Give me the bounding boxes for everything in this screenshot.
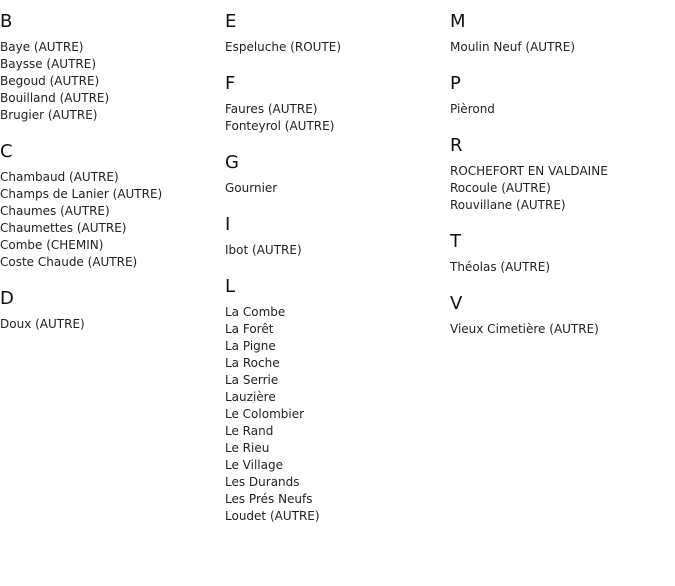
entry-list <box>450 101 670 118</box>
section-letter: P <box>450 73 461 94</box>
index-entry[interactable]: Ibot (AUTRE) <box>225 243 302 257</box>
index-entry[interactable]: Combe (CHEMIN) <box>0 238 104 252</box>
index-entry[interactable]: Faures (AUTRE) <box>225 102 318 116</box>
letter-group-v <box>450 293 670 338</box>
index-entry[interactable]: Pièrond <box>450 102 495 116</box>
index-entry[interactable]: Brugier (AUTRE) <box>0 108 98 122</box>
index-entry[interactable]: La Serrie <box>225 373 279 387</box>
index-entry[interactable]: Chaumes (AUTRE) <box>0 204 110 218</box>
entry-list <box>225 39 445 56</box>
letter-group-c <box>0 141 220 271</box>
index-entry[interactable]: Rocoule (AUTRE) <box>450 181 551 195</box>
index-entry[interactable]: Le Rand <box>225 424 274 438</box>
section-letter: B <box>0 11 13 32</box>
letter-group-b <box>0 11 220 124</box>
entry-list <box>225 180 445 197</box>
index-entry[interactable]: Le Village <box>225 458 283 472</box>
section-letter: V <box>450 293 463 314</box>
letter-group-m <box>450 11 670 56</box>
index-entry[interactable]: Théolas (AUTRE) <box>450 260 551 274</box>
section-letter: G <box>225 152 239 173</box>
index-entry[interactable]: Doux (AUTRE) <box>0 317 85 331</box>
index-entry[interactable]: La Combe <box>225 305 286 319</box>
section-letter: C <box>0 141 13 162</box>
index-entry[interactable]: Lauzière <box>225 390 276 404</box>
index-entry[interactable]: Begoud (AUTRE) <box>0 74 100 88</box>
letter-group-e <box>225 11 445 56</box>
index-column-2 <box>225 0 445 542</box>
index-entry[interactable]: Baye (AUTRE) <box>0 40 84 54</box>
index-entry[interactable]: Bouilland (AUTRE) <box>0 91 110 105</box>
index-entry[interactable]: Loudet (AUTRE) <box>225 509 320 523</box>
index-entry[interactable]: ROCHEFORT EN VALDAINE <box>450 164 608 178</box>
section-letter: F <box>225 73 236 94</box>
entry-list <box>450 39 670 56</box>
index-column-1 <box>0 0 220 350</box>
letter-group-d <box>0 288 220 333</box>
section-letter: D <box>0 288 14 309</box>
index-entry[interactable]: Les Prés Neufs <box>225 492 313 506</box>
index-entry[interactable]: Chaumettes (AUTRE) <box>0 221 127 235</box>
entry-list <box>450 321 670 338</box>
entry-list <box>0 316 220 333</box>
section-letter: M <box>450 11 466 32</box>
index-entry[interactable]: La Forêt <box>225 322 274 336</box>
entry-list <box>225 304 445 525</box>
index-entry[interactable]: Le Rieu <box>225 441 270 455</box>
letter-group-g <box>225 152 445 197</box>
index-entry[interactable]: La Pigne <box>225 339 276 353</box>
index-entry[interactable]: Vieux Cimetière (AUTRE) <box>450 322 599 336</box>
letter-group-i <box>225 214 445 259</box>
index-entry[interactable]: Coste Chaude (AUTRE) <box>0 255 138 269</box>
letter-group-p <box>450 73 670 118</box>
letter-group-l <box>225 276 445 525</box>
section-letter: I <box>225 214 231 235</box>
index-entry[interactable]: La Roche <box>225 356 280 370</box>
section-letter: T <box>450 231 461 252</box>
entry-list <box>450 163 670 214</box>
index-entry[interactable]: Rouvillane (AUTRE) <box>450 198 566 212</box>
index-entry[interactable]: Chambaud (AUTRE) <box>0 170 119 184</box>
index-column-3 <box>450 0 670 355</box>
section-letter: R <box>450 135 463 156</box>
index-entry[interactable]: Moulin Neuf (AUTRE) <box>450 40 575 54</box>
section-letter: E <box>225 11 237 32</box>
index-entry[interactable]: Espeluche (ROUTE) <box>225 40 342 54</box>
letter-group-t <box>450 231 670 276</box>
entry-list <box>0 39 220 124</box>
letter-group-r <box>450 135 670 214</box>
index-entry[interactable]: Le Colombier <box>225 407 305 421</box>
section-letter: L <box>225 276 236 297</box>
entry-list <box>225 101 445 135</box>
entry-list <box>225 242 445 259</box>
entry-list <box>0 169 220 271</box>
letter-group-f <box>225 73 445 135</box>
entry-list <box>450 259 670 276</box>
index-entry[interactable]: Baysse (AUTRE) <box>0 57 96 71</box>
index-entry[interactable]: Les Durands <box>225 475 300 489</box>
index-entry[interactable]: Champs de Lanier (AUTRE) <box>0 187 163 201</box>
index-entry[interactable]: Fonteyrol (AUTRE) <box>225 119 335 133</box>
index-entry[interactable]: Gournier <box>225 181 278 195</box>
